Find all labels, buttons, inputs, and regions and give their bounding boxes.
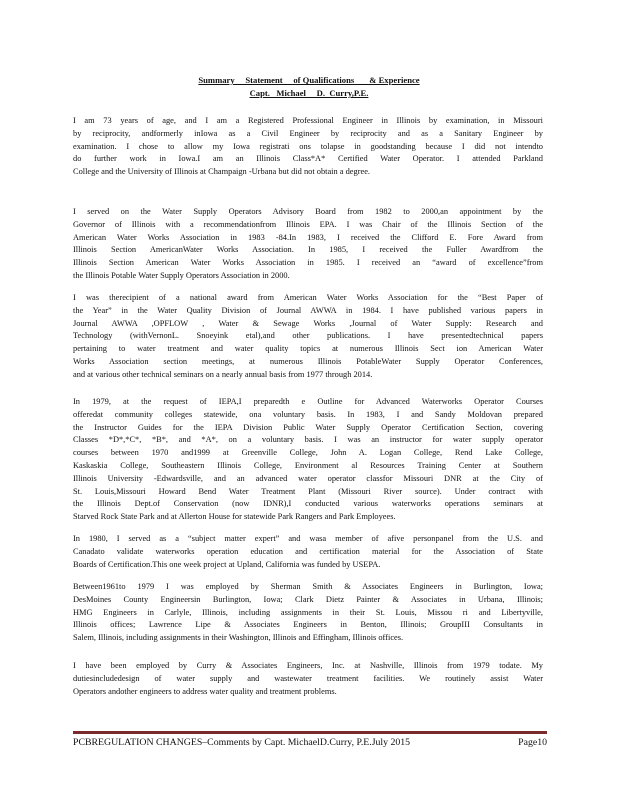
text-line: In 1979, at the request of IEPA,I preparedth e Outline for Advanced Waterworks Operator Courses	[73, 397, 543, 406]
text-line: I have been employed by Curry & Associates Engineers, Inc. at Nashville, Illinois from 1979 todate. My	[73, 661, 543, 670]
text-line: Illinois Section American Water Works Association in 1985. I received an “award of excellence”from	[73, 258, 543, 268]
text-line: I was therecipient of a national award from American Water Works Association for the “Best Paper of	[73, 293, 543, 302]
text-line: Illinois University -Edwardsville, and an advanced water operator classfor Missouri DNR at the City of	[73, 473, 543, 483]
text-line: dutiesincludedesign of water supply and wastewater treatment facilities. We routinely assist Water	[73, 673, 543, 683]
text-line: Between1961to 1979 I was employed by Sherman Smith & Associates Engineers in Burlington, Iowa;	[73, 582, 543, 591]
text-line: Works Association section meetings, at numerous Illinois PotableWater Supply Operator Conferences,	[73, 356, 543, 366]
text-line: Canadato validate waterworks operation education and certification material for the Association of State	[73, 546, 543, 556]
text-line: and at various other technical seminars on a nearly annual basis from 1977 through 2014.	[73, 369, 373, 379]
text-line: the Illinois Potable Water Supply Operators Association in 2000.	[73, 270, 290, 280]
text-line: Starved Rock State Park and at Allerton House for statewide Park Rangers and Park Employees.	[73, 512, 396, 522]
text-line: Technology (withVernonL. Snoeyink etal),and other publications. I have presentedtechnical papers	[73, 331, 543, 341]
paragraph-current-employment	[73, 660, 543, 698]
text-line: American Water Works Association in 1983 -84.In 1983, I received the Clifford E. Fore Award from	[73, 232, 543, 242]
text-line: HMG Engineers in Carlyle, Illinois, including assignments in their St. Louis, Missou ri and Libertyville,	[73, 607, 543, 617]
text-line: Journal AWWA ,OPFLOW , Water & Sewage Works ,Journal of Water Supply: Research and	[73, 318, 543, 328]
document-title: Summary Statement of Qualifications & Experience	[198, 75, 420, 85]
text-line: by reciprocity, andformerly inIowa as a Civil Engineer by reciprocity and as a Sanitary Engineer by	[73, 128, 543, 138]
text-line: offeredat community colleges statewide, ona voluntary basis. In 1983, I and Sandy Moldovan prepared	[73, 409, 543, 419]
text-line: In 1980, I served as a “subject matter expert” and wasa member of afive personpanel from the U.S. and	[73, 534, 543, 543]
text-line: Boards of Certification.This one week project at Upland, California was funded by USEPA.	[73, 559, 381, 569]
text-line: pertaining to water treatment and water quality topics at numerous Illinois Sect ion American Water	[73, 344, 543, 354]
text-line: Governor of Illinois with a recommendationfrom Illinois EPA. I was Chair of the Illinois Section of the	[73, 219, 543, 229]
text-line: DesMoines County Engineersin Burlington, Iowa; Clark Dietz Painter & Associates in Urbana, Illinois;	[73, 594, 543, 604]
text-line: Operators andother engineers to address water quality and treatment problems.	[73, 686, 337, 696]
text-line: examination. I chose to allow my Iowa registrati ons tolapse in goodstanding because I did not intendto	[73, 141, 543, 151]
text-line: the Instructor Guides for the IEPA Division Public Water Supply Operator Certification Section, covering	[73, 422, 543, 432]
paragraph-instruction	[73, 396, 543, 524]
paragraph-employment-history	[73, 581, 543, 645]
text-line: the Year” in the Water Quality Division of Journal AWWA in 1984. I have published various papers in	[73, 305, 543, 315]
text-line: Kaskaskia College, Southeastern Illinois College, Environment al Resources Training Center at Southern	[73, 460, 543, 470]
paragraph-board-service	[73, 206, 543, 283]
text-line: I served on the Water Supply Operators Advisory Board from 1982 to 2000,an appointment by the	[73, 207, 543, 216]
text-line: College and the University of Illinois at Champaign -Urbana but did not obtain a degree.	[73, 167, 371, 177]
text-line: the Illinois Dept.of Conservation (now IDNR),I conducted various waterworks operations seminars at	[73, 499, 543, 509]
page-number: Page10	[518, 737, 547, 748]
paragraph-background	[73, 115, 543, 179]
paragraph-subject-expert	[73, 533, 543, 571]
text-line: St. Louis,Missouri Howard Bend Water Treatment Plant (Missouri River source). Under contract with	[73, 486, 543, 496]
text-line: courses between 1970 and1999 at Greenville College, John A. Logan College, Rend Lake College,	[73, 448, 543, 458]
text-line: Illinois Section AmericanWater Works Association. In 1985, I received the Fuller Awardfrom the	[73, 245, 543, 255]
paragraph-publications	[73, 292, 543, 382]
text-line: I am 73 years of age, and I am a Registered Professional Engineer in Illinois by examination, in Missouri	[73, 116, 543, 125]
text-line: do further work in Iowa.I am an Illinois Class*A* Certified Water Operator. I attended Parkland	[73, 154, 543, 164]
text-line: Illinois offices; Lawrence Lipe & Associates Engineers in Benton, Illinois; GroupIII Consultants in	[73, 620, 543, 630]
document-author: Capt. Michael D. Curry,P.E.	[249, 88, 369, 98]
text-line: Salem, Illinois, including assignments in their Washington, Illinois and Effingham, Illinois offices.	[73, 633, 404, 643]
footer-divider	[73, 731, 547, 734]
text-line: Classes *D*,*C*, *B*, and *A*, on a voluntary basis. I was an instructor for water supply operator	[73, 435, 543, 445]
footer-title: PCBREGULATION CHANGES–Comments by Capt. MichaelD.Curry, P.E.July 2015	[73, 737, 411, 748]
